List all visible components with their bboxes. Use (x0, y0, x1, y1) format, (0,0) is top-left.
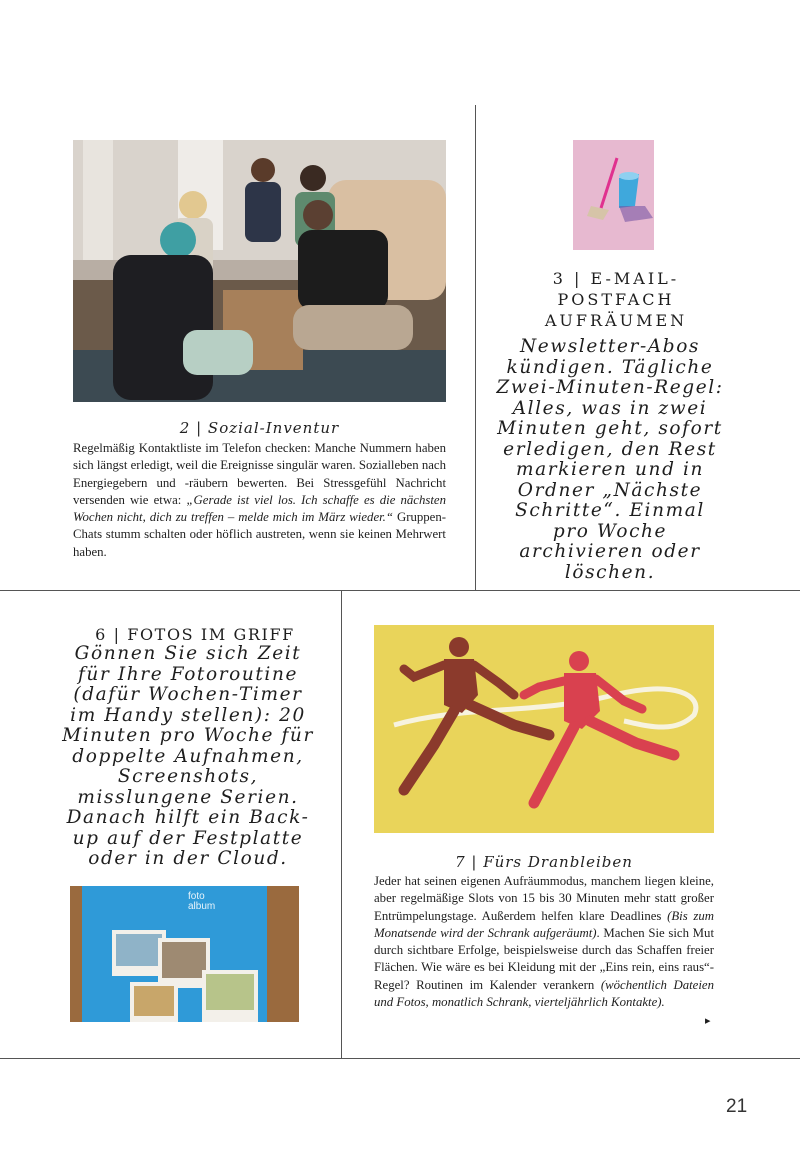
continue-arrow-icon: ▸ (705, 1014, 711, 1027)
section2-body-text-2: Gruppen-Chats stumm schalten oder höflich austreten, wenn sie keinen Mehrwert haben. (73, 510, 447, 559)
section2-body (73, 440, 446, 561)
row-divider-middle (0, 590, 800, 591)
section7-italic-1: (Bis zum Monatsende wird der Schrank aufgeräumt) (374, 908, 714, 940)
column-divider-bottom (341, 590, 342, 1058)
page-number: 21 (726, 1096, 748, 1117)
column-divider-top (475, 105, 476, 590)
runners-illustration (374, 625, 714, 833)
row-divider-bottom (0, 1058, 800, 1059)
photo-album-image (70, 886, 299, 1022)
bucket-mop-image (573, 140, 654, 250)
album-cover-label: foto album (188, 891, 216, 912)
section3-body: Newsletter-Abos kündigen. Tägliche Zwei-Minuten-Regel: Alles, was in zwei Minuten geht, sofort erledigen, den Rest markieren und in Ordner „Nächste Schritte“. Einmal pro Woche archivieren oder löschen. (496, 336, 724, 583)
friends-photo (73, 140, 446, 402)
section2-heading: 2 | Sozial-Inventur (179, 419, 340, 437)
section7-body-text-2: . Machen Sie sich Mut durch sichtbare Erfolge, beispielsweise durch das Schaffen freier Flächen. Wie wäre es bei Kleidung mit der „Eins rein, eins raus“-Regel? Routinen im Kalender verankern (374, 925, 714, 992)
section7-body (374, 873, 714, 1011)
section7-heading: 7 | Fürs Dranbleiben (455, 853, 633, 871)
section3-heading: 3 | E-MAIL-POSTFACH AUFRÄUMEN (544, 269, 688, 330)
section6-body: Gönnen Sie sich Zeit für Ihre Fotoroutine (dafür Wochen-Timer im Handy stellen): 20 Minuten pro Woche für doppelte Aufnahmen, Screenshots, misslungene Serien. Danach hilft ein Back-up auf der Festplatte oder in der Cloud. (62, 643, 314, 869)
section7-body-text-1: Jeder hat seinen eigenen Aufräummodus, manchem liegen kleine, aber regelmäßige Slots von 15 bis 30 Minuten mehr statt großer Entrümpelungstage. Außerdem helfen klare Deadlines (374, 874, 714, 923)
section2-body-text-1: Regelmäßig Kontaktliste im Telefon checken: Manche Nummern haben sich längst erledigt, weil die Ereignisse singulär waren. Sozialleben nach Energiegebern und -räubern bewerten. Bei Stressgefühl Nachricht versenden wie etwa: (73, 441, 446, 507)
section7-italic-2: (wöchentlich Dateien und Fotos, monatlich Schrank, vierteljährlich Kontakte). (374, 977, 714, 1010)
section6-heading: 6 | FOTOS IM GRIFF (95, 625, 295, 644)
section2-quote: „Gerade ist viel los. Ich schaffe es die nächsten Wochen nicht, dich zu treffen – melde mich im März wieder.“ (73, 492, 446, 525)
